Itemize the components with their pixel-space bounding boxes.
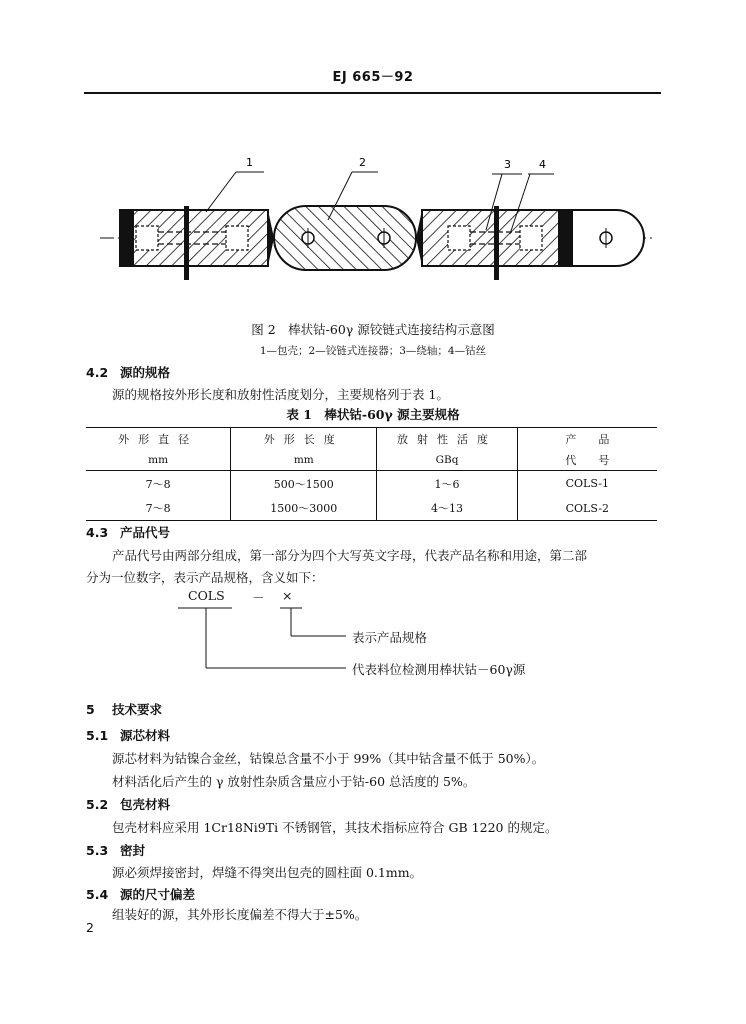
table-row: [86, 496, 657, 521]
section-5-4-heading: [86, 885, 195, 903]
header-product: 产 品: [565, 432, 610, 446]
callout-4: 4: [539, 158, 546, 171]
section-number: 5.2: [86, 797, 109, 812]
section-5-3-heading: [86, 841, 145, 859]
code-prefix: COLS: [188, 588, 225, 603]
section-4-3-heading: [86, 523, 170, 541]
table-cell: 7～8: [86, 496, 231, 521]
header-diameter-unit: mm: [148, 454, 169, 466]
section-4-2-text: 源的规格按外形长度和放射性活度划分，主要规格列于表 1。: [112, 387, 449, 402]
section-5-1-line1: 源芯材料为钴镍合金丝，钴镍总含量不小于 99%（其中钴含量不低于 50%）。: [112, 751, 545, 766]
page-number: 2: [86, 920, 94, 935]
section-title: 源的尺寸偏差: [120, 887, 196, 902]
section-5-1-line2: 材料活化后产生的 γ 放射性杂质含量应小于钴-60 总活度的 5%。: [112, 774, 476, 789]
section-number: 4.2: [86, 365, 109, 380]
table-cell: COLS-1: [517, 471, 657, 497]
section-5-3-text: 源必须焊接密封，焊缝不得突出包壳的圆柱面 0.1mm。: [112, 865, 423, 880]
section-number: 5: [86, 702, 95, 717]
section-title: 源芯材料: [120, 728, 171, 743]
section-number: 5.3: [86, 843, 109, 858]
code-label-name: 代表料位检测用棒状钴－60γ源: [352, 662, 526, 677]
section-4-3-line2: 分为一位数字，表示产品规格，含义如下：: [86, 570, 324, 585]
header-activity: 放射性活度: [397, 432, 498, 446]
standard-code-header: EJ 665－92: [332, 70, 414, 85]
section-5-2-heading: [86, 795, 170, 813]
table-row: [86, 471, 657, 497]
hinge-structure-diagram: [96, 150, 656, 290]
callout-3: 3: [504, 158, 511, 171]
table-cell: 1500～3000: [231, 496, 377, 521]
header-length-unit: mm: [293, 454, 314, 466]
header-product-code: 代 号: [565, 453, 610, 467]
table-cell: 500～1500: [231, 471, 377, 497]
header-length: 外形长度: [263, 432, 344, 446]
section-4-2-heading: [86, 363, 170, 381]
section-5-4-text: 组装好的源，其外形长度偏差不得大于±5%。: [112, 907, 368, 922]
code-label-spec: 表示产品规格: [352, 630, 428, 645]
header-rule: [84, 92, 661, 94]
figure-legend: 1—包壳；2—铰链式连接器；3—绕轴；4—钴丝: [259, 345, 487, 357]
section-title: 产品代号: [120, 525, 171, 540]
table-cell: 4～13: [377, 496, 517, 521]
section-5-2-text: 包壳材料应采用 1Cr18Ni9Ti 不锈钢管，其技术指标应符合 GB 1220 的规定。: [112, 820, 558, 835]
capsule-right: [416, 206, 572, 280]
table-cell: 1～6: [377, 471, 517, 497]
end-loop: [572, 210, 644, 266]
section-number: 4.3: [86, 525, 109, 540]
header-diameter: 外形直径: [118, 432, 199, 446]
spec-table: [86, 427, 657, 521]
table-cell: 7～8: [86, 471, 231, 497]
hinge-connector: [274, 206, 416, 270]
header-activity-unit: GBq: [435, 454, 459, 466]
table-cell: COLS-2: [517, 496, 657, 521]
section-4-3-line1: 产品代号由两部分组成，第一部分为四个大写英文字母，代表产品名称和用途，第二部: [112, 548, 588, 563]
capsule-left: [120, 206, 274, 280]
section-5-heading: [86, 700, 162, 718]
section-5-1-heading: [86, 726, 170, 744]
callout-1: 1: [246, 156, 253, 169]
code-leader-lines: [170, 604, 350, 684]
code-dash: －: [252, 590, 265, 605]
code-number: ×: [282, 588, 293, 603]
figure-title: 图 2 棒状钴-60γ 源铰链式连接结构示意图: [251, 322, 495, 337]
table-caption: 表 1 棒状钴-60γ 源主要规格: [286, 407, 460, 422]
section-title: 包壳材料: [120, 797, 171, 812]
section-number: 5.4: [86, 887, 109, 902]
section-title: 密封: [120, 843, 146, 858]
section-number: 5.1: [86, 728, 109, 743]
callout-2: 2: [359, 156, 366, 169]
section-title: 源的规格: [120, 365, 171, 380]
section-title: 技术要求: [112, 702, 163, 717]
